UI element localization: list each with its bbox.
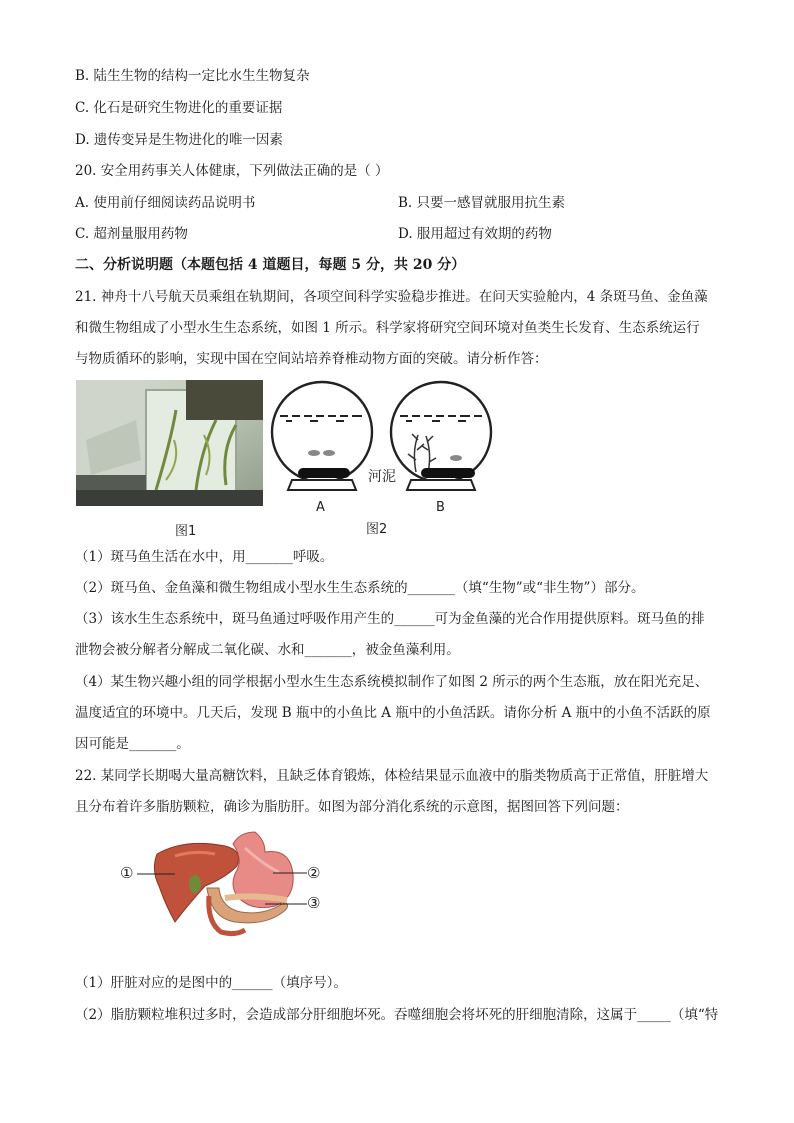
q20-stem: 20. 安全用药事关人体健康，下列做法正确的是（ ） [75,163,389,179]
q22-part2: （2）脂肪颗粒堆积过多时，会造成部分肝细胞坏死。吞噬细胞会将坏死的肝细胞清除，这属于_____（填“特 [75,1007,719,1023]
figure-2-caption: 图2 [366,522,388,537]
bowl-b-label: B [436,500,445,515]
q21-part4-line1: （4）某生物兴趣小组的同学根据小型水生生态系统模拟制作了如图 2 所示的两个生态瓶，放在阳光充足、 [75,674,709,690]
label-1: ① [120,864,134,882]
q20-option-c: C. 超剂量服用药物 [75,226,188,242]
q21-stem-line3: 与物质循环的影响，实现中国在空间站培养脊椎动物方面的突破。请分析作答： [75,351,548,367]
q22-part1: （1）肝脏对应的是图中的______（填序号）。 [75,975,347,991]
section-title: 二、分析说明题（本题包括 4 道题目，每题 5 分，共 20 分） [75,257,466,273]
q21-stem-line2: 和微生物组成了小型水生生态系统，如图 1 所示。科学家将研究空间环境对鱼类生长发育、生态系统运行 [75,320,700,336]
figure-1-aquarium-photo [76,380,263,506]
label-2: ② [307,864,321,882]
mud-label: 河泥 [368,469,396,485]
bowl-b [391,382,491,490]
label-3: ③ [307,894,321,912]
q21-part4-line3: 因可能是_______。 [75,736,190,752]
q20-option-b: B. 只要一感冒就服用抗生素 [398,195,566,211]
q22-stem-line1: 22. 某同学长期喝大量高糖饮料，且缺乏体育锻炼，体检结果显示血液中的脂类物质高于正常值，肝脏增大 [75,768,709,784]
q20-option-d: D. 服用超过有效期的药物 [398,226,552,242]
q21-part4-line2: 温度适宜的环境中。几天后，发现 B 瓶中的小鱼比 A 瓶中的小鱼活跃。请你分析 A 瓶中的小鱼不活跃的原 [75,705,711,721]
q21-part2: （2）斑马鱼、金鱼藻和微生物组成小型水生生态系统的_______（填“生物”或“非生物”）部分。 [75,580,645,596]
q19-option-c: C. 化石是研究生物进化的重要证据 [75,100,283,116]
q19-option-d: D. 遗传变异是生物进化的唯一因素 [75,132,283,148]
digestive-system-figure [115,826,340,938]
q20-option-a: A. 使用前仔细阅读药品说明书 [75,195,256,211]
bowl-a-label: A [316,500,325,515]
bowl-a [272,382,372,490]
q21-stem-line1: 21. 神舟十八号航天员乘组在轨期间，各项空间科学实验稳步推进。在问天实验舱内，4 条斑马鱼、金鱼藻 [75,289,708,305]
q21-part1: （1）斑马鱼生活在水中，用_______呼吸。 [75,549,334,565]
figure-1-caption: 图1 [175,524,197,539]
q21-part3-line1: （3）该水生生态系统中，斑马鱼通过呼吸作用产生的______可为金鱼藻的光合作用提供原料。斑马鱼的排 [75,611,705,627]
q19-option-b: B. 陆生生物的结构一定比水生生物复杂 [75,68,310,84]
q21-part3-line2: 泄物会被分解者分解成二氧化碳、水和_______，被金鱼藻利用。 [75,642,460,658]
q22-stem-line2: 且分布着许多脂肪颗粒，确诊为脂肪肝。如图为部分消化系统的示意图，据图回答下列问题： [75,799,629,815]
